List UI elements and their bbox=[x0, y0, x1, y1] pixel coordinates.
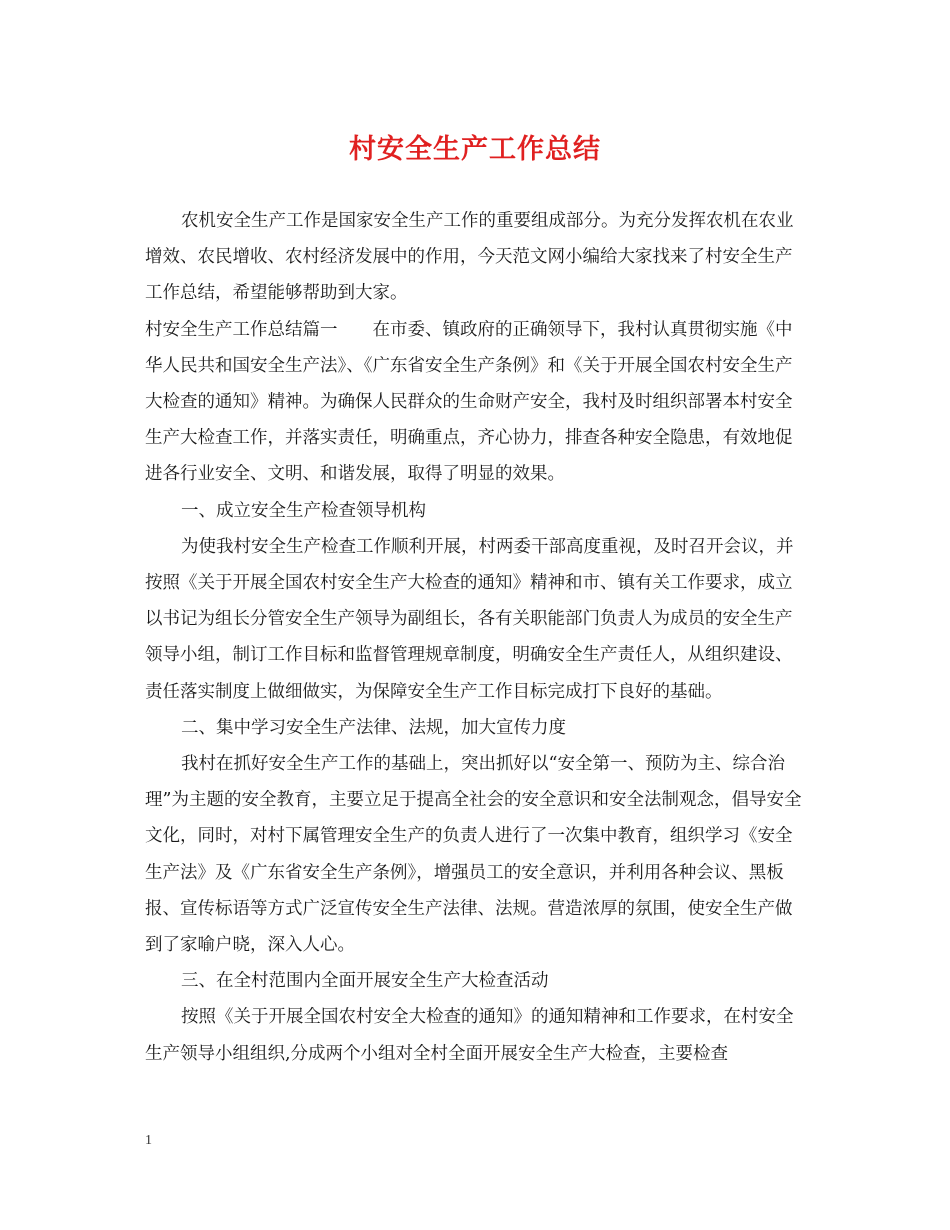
document-title: 村安全生产工作总结 bbox=[349, 134, 601, 165]
body-paragraph-3: 按照《关于开展全国农村安全大检查的通知》的通知精神和工作要求，在村安全生产领导小组组织,分成两个小组对全村全面开展安全生产大检查，主要检查 bbox=[145, 1007, 794, 1064]
document-body bbox=[145, 203, 805, 1072]
body-paragraph-1: 为使我村安全生产检查工作顺利开展，村两委干部高度重视，及时召开会议，并按照《关于开展全国农村安全生产大检查的通知》精神和市、镇有关工作要求，成立以书记为组长分管安全生产领导为副组长，各有关职能部门负责人为成员的安全生产领导小组，制订工作目标和监督管理规章制度，明确安全生产责任人，从组织建设、责任落实制度上做细做实，为保障安全生产工作目标完成打下良好的基础。 bbox=[145, 536, 794, 702]
heading-2: 二、集中学习安全生产法律、法规，加大宣传力度 bbox=[181, 717, 566, 738]
heading-1: 一、成立安全生产检查领导机构 bbox=[181, 500, 426, 521]
heading-3: 三、在全村范围内全面开展安全生产大检查活动 bbox=[181, 971, 549, 992]
intro-paragraph: 农机安全生产工作是国家安全生产工作的重要组成部分。为充分发挥农机在农业增效、农民增收、农村经济发展中的作用，今天范文网小编给大家找来了村安全生产工作总结，希望能够帮助到大家。 bbox=[145, 211, 794, 304]
section-paragraph-1: 村安全生产工作总结篇一 在市委、镇政府的正确领导下，我村认真贯彻实施《中华人民共和国安全生产法》、《广东省安全生产条例》和《关于开展全国农村安全生产大检查的通知》精神。为确保人民群众的生命财产安全，我村及时组织部署本村安全生产大检查工作，并落实责任，明确重点，齐心协力，排查各种安全隐患，有效地促进各行业安全、文明、和谐发展，取得了明显的效果。 bbox=[145, 319, 793, 485]
page-number: 1 bbox=[145, 1133, 152, 1148]
body-paragraph-2: 我村在抓好安全生产工作的基础上，突出抓好以“安全第一、预防为主、综合治理”为主题的安全教育，主要立足于提高全社会的安全意识和安全法制观念，倡导安全文化，同时，对村下属管理安全生产的负责人进行了一次集中教育，组织学习《安全生产法》及《广东省安全生产条例》，增强员工的安全意识，并利用各种会议、黑板报、宣传标语等方式广泛宣传安全生产法律、法规。营造浓厚的氛围，使安全生产做到了家喻户晓，深入人心。 bbox=[145, 754, 802, 956]
